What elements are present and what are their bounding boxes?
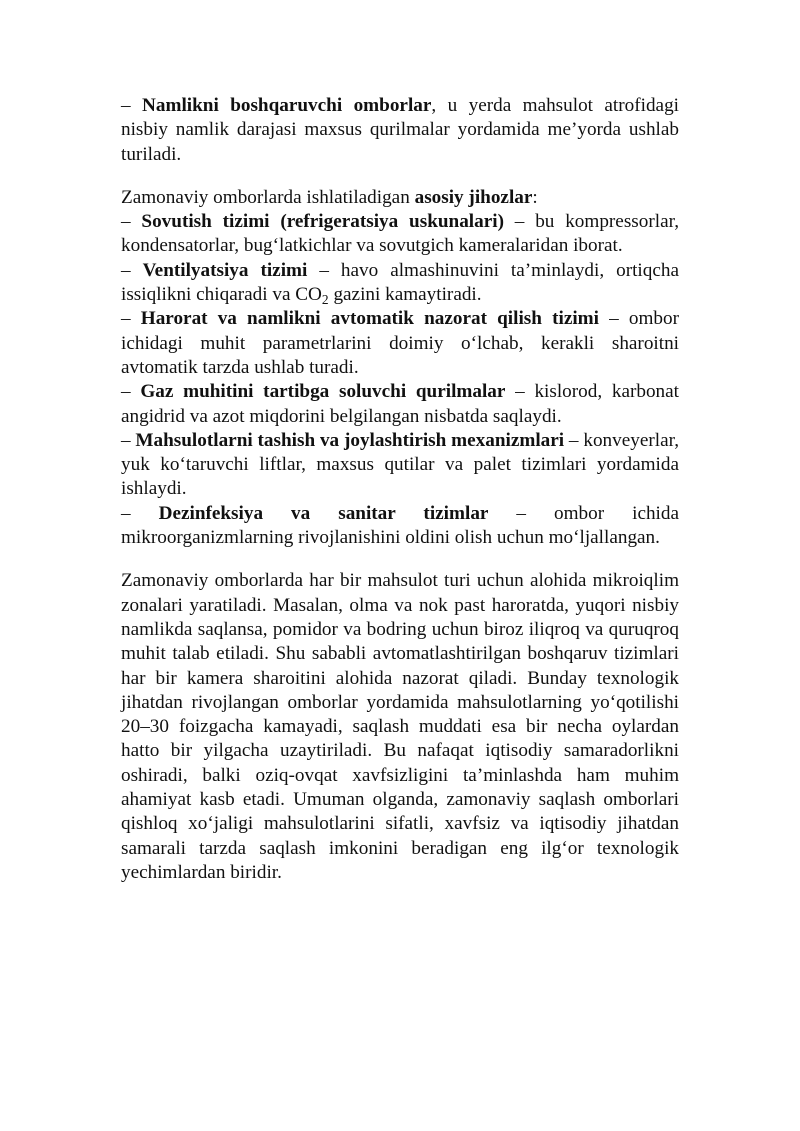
item-text: – kislorod, karbonat angidrid va azot miqdorini belgilangan nisbatda saqlaydi. xyxy=(121,381,679,427)
item-text-continued: gazini kamaytiradi. xyxy=(328,284,482,306)
dash: – xyxy=(121,211,142,233)
dash: – xyxy=(121,381,141,403)
item-text: – havo almashinuvini ta’minlaydi, ortiqcha issiqlikni chiqaradi va CO xyxy=(121,259,679,306)
list-item-ventilation-system xyxy=(121,259,679,308)
bold-term: Harorat va namlikni avtomatik nazorat qilish tizimi xyxy=(140,308,599,330)
item-text: – bu kompressorlar, kondensatorlar, bug‘latkichlar va sovutgich kameralaridan iborat. xyxy=(121,211,680,257)
bold-term: Namlikni boshqaruvchi omborlar xyxy=(142,95,432,116)
list-item-handling-mechanisms xyxy=(121,429,679,502)
subscript: 2 xyxy=(321,292,329,308)
dash: – xyxy=(121,308,141,330)
list-item-climate-control xyxy=(121,307,679,380)
list-item-gas-regulation xyxy=(121,380,679,429)
dash: – xyxy=(121,259,143,281)
conclusion-paragraph: Zamonaviy omborlarda har bir mahsulot turi uchun alohida mikroiqlim zonalari yaratiladi. Masalan, olma va nok past haroratda, yuqori nisbiy namlikda saqlansa, pomidor va bodring uchun biroz iliqroq va quruqroq muhit talab etiladi. Shu sababli avtomatlashtirilgan boshqaruv tizimlari har bir kamera sharoitini alohida nazorat qiladi. Bunday texnologik jihatdan rivojlangan omborlar yordamida mahsulotlarning yo‘qotilishi 20–30 foizgacha kamayadi, saqlash muddati esa bir necha oylardan hatto bir yilgacha uzaytiriladi. Bu nafaqat iqtisodiy samaradorlikni oshiradi, balki oziq-ovqat xavfsizligini ta’minlashda ham muhim ahamiyat kasb etadi. Umuman olganda, zamonaviy saqlash omborlari qishloq xo‘jaligi mahsulotlarini sifatli, xavfsiz va iqtisodiy jihatdan samarali tarzda saqlash imkonini beradigan eng ilg‘or texnologik yechimlardan biridir. xyxy=(121,570,679,883)
bold-term: Mahsulotlarni tashish va joylashtirish mexanizmlari xyxy=(135,429,565,451)
bold-term: asosiy jihozlar xyxy=(414,186,533,208)
humidity-storage-paragraph xyxy=(121,94,679,167)
dash: – xyxy=(121,429,136,451)
item-text: – konveyerlar, yuk ko‘taruvchi liftlar, maxsus qutilar va palet tizimlari yordamida ishlaydi. xyxy=(121,429,679,500)
list-item-disinfection xyxy=(121,502,679,551)
bold-term: Ventilyatsiya tizimi xyxy=(142,259,308,281)
item-text: – ombor ichidagi muhit parametrlarini doimiy o‘lchab, kerakli sharoitni avtomatik tarzda ushlab turadi. xyxy=(121,308,679,378)
paragraph-text: , u yerda mahsulot atrofidagi nisbiy namlik darajasi maxsus qurilmalar yordamida me’yorda ushlab turiladi. xyxy=(121,95,679,165)
dash: – xyxy=(121,95,143,116)
document-body xyxy=(121,94,679,885)
dash: – xyxy=(121,502,159,524)
list-item-cooling-system xyxy=(121,210,679,259)
paragraph-spacer xyxy=(121,550,679,569)
bold-term: Sovutish tizimi (refrigeratsiya uskunalari) xyxy=(141,211,504,233)
bold-term: Gaz muhitini tartibga soluvchi qurilmalar xyxy=(140,381,506,403)
intro-text: Zamonaviy omborlarda ishlatiladigan xyxy=(121,186,415,208)
item-text: – ombor ichida mikroorganizmlarning rivojlanishini oldini olish uchun mo‘ljallangan. xyxy=(121,502,679,549)
paragraph-spacer xyxy=(121,167,679,186)
intro-colon: : xyxy=(532,186,538,208)
equipment-intro xyxy=(121,186,679,210)
bold-term: Dezinfeksiya va sanitar tizimlar xyxy=(158,502,489,524)
